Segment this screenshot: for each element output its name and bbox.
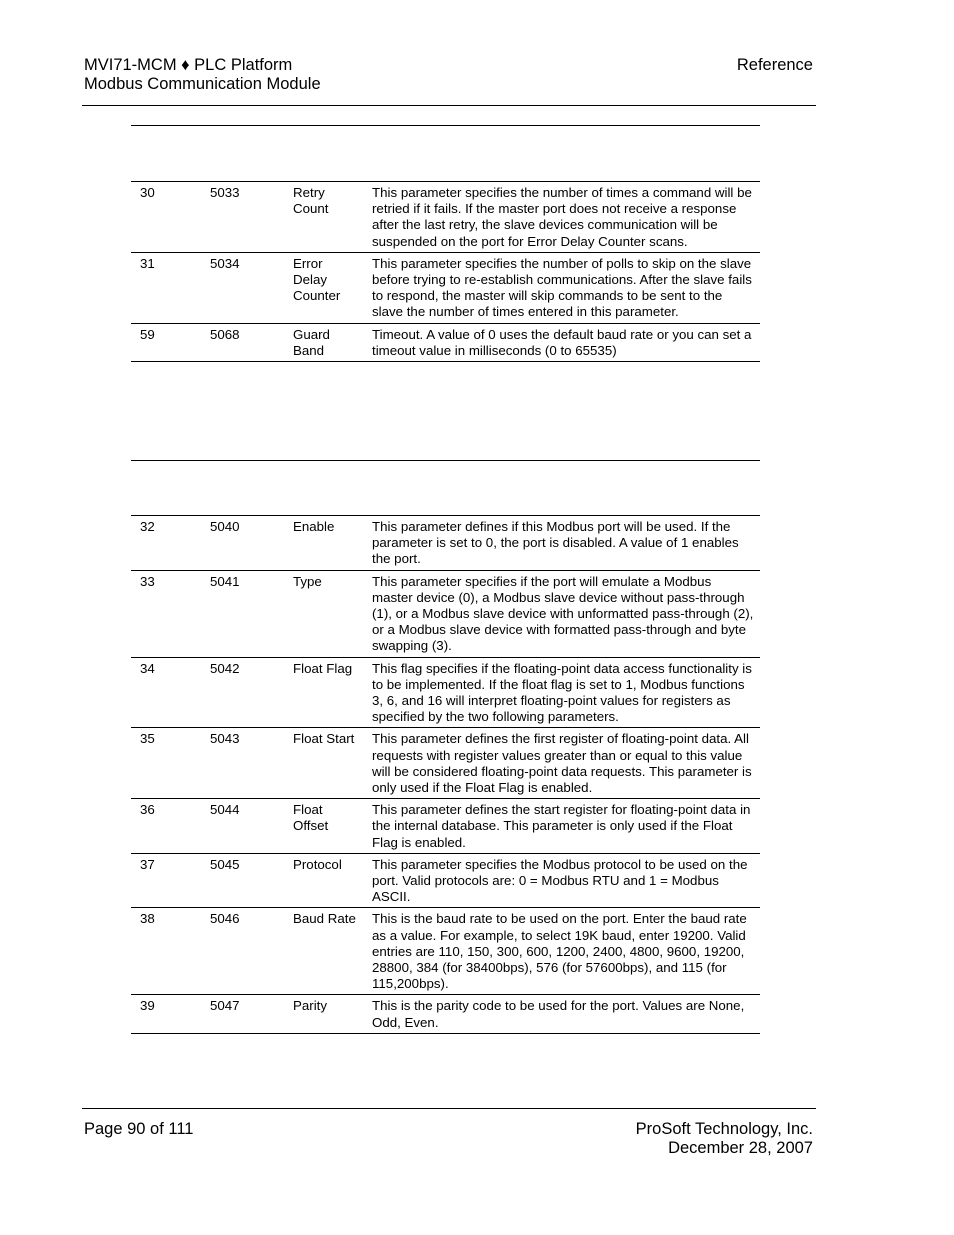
product-title: MVI71-MCM ♦ PLC Platform (84, 56, 293, 74)
offset-cell: 30 (131, 182, 201, 253)
description-cell: This parameter defines the first register of floating-point data. All requests with register values greater than or equal to this value will be considered floating-point data requests. This parameter is only used if the Float Flag is enabled. (370, 728, 760, 799)
parameter-name: Retry Count (293, 185, 329, 217)
parameter-name-cell: Float Flag (284, 657, 370, 728)
parameter-name-cell: Parity (284, 995, 370, 1033)
description-cell: This parameter specifies the number of polls to skip on the slave before trying to re-establish communications. After the slave fails to respond, the master will skip commands to be sent to the slave the number of times entered in this parameter. (370, 252, 760, 323)
section-name: Reference (736, 56, 813, 74)
offset-cell: 34 (131, 657, 201, 728)
offset-cell: 37 (131, 853, 201, 908)
parameter-table-1 (131, 181, 760, 362)
offset-cell: 59 (131, 323, 201, 361)
parameter-name-cell: Type (284, 570, 370, 657)
parameter-name: Guard Band (293, 326, 330, 358)
parameter-name: Error Delay Counter (293, 255, 341, 304)
register-cell: 5068 (201, 323, 284, 361)
register-cell: 5034 (201, 252, 284, 323)
register-cell: 5044 (201, 799, 284, 854)
table-row (131, 728, 760, 799)
parameter-name-cell: Enable (284, 516, 370, 571)
parameter-name: Float Offset (293, 802, 329, 834)
footer-divider (82, 1108, 816, 1109)
description-cell: This parameter specifies if the port will emulate a Modbus master device (0), a Modbus slave device without pass-through (1), or a Modbus slave device with unformatted pass-through (2), or a Modbus slave device with formatted pass-through and byte swapping (3). (370, 570, 760, 657)
parameter-name-cell: Protocol (284, 853, 370, 908)
table-row (131, 182, 760, 253)
offset-cell: 39 (131, 995, 201, 1033)
register-cell: 5047 (201, 995, 284, 1033)
parameter-name-cell (284, 252, 370, 323)
module-subtitle: Modbus Communication Module (84, 75, 321, 93)
offset-cell: 31 (131, 252, 201, 323)
header-divider (82, 105, 816, 106)
table-row (131, 657, 760, 728)
register-cell: 5041 (201, 570, 284, 657)
description-cell: This parameter defines if this Modbus port will be used. If the parameter is set to 0, the port is disabled. A value of 1 enables the port. (370, 516, 760, 571)
description-cell: This parameter specifies the number of times a command will be retried if it fails. If the master port does not receive a response after the last retry, the slave devices communication will be suspended on the port for Error Delay Counter scans. (370, 182, 760, 253)
offset-cell: 33 (131, 570, 201, 657)
table-row (131, 853, 760, 908)
footer-publisher (636, 1120, 813, 1158)
table-row (131, 908, 760, 995)
document-header-title (84, 56, 321, 94)
register-cell: 5045 (201, 853, 284, 908)
parameter-name-cell: Float Start (284, 728, 370, 799)
parameter-name-cell (284, 182, 370, 253)
description-cell: This flag specifies if the floating-point data access functionality is to be implemented. If the float flag is set to 1, Modbus functions 3, 6, and 16 will interpret floating-point values for registers as specified by the two following parameters. (370, 657, 760, 728)
publication-date: December 28, 2007 (668, 1139, 813, 1157)
section-divider-1 (131, 125, 760, 126)
register-cell: 5040 (201, 516, 284, 571)
register-cell: 5042 (201, 657, 284, 728)
parameter-table-2 (131, 515, 760, 1034)
register-cell: 5033 (201, 182, 284, 253)
offset-cell: 35 (131, 728, 201, 799)
parameter-name-cell (284, 323, 370, 361)
page-number: Page 90 of 111 (84, 1120, 194, 1138)
description-cell: Timeout. A value of 0 uses the default baud rate or you can set a timeout value in milliseconds (0 to 65535) (370, 323, 760, 361)
table-row (131, 323, 760, 361)
description-cell: This parameter defines the start register for floating-point data in the internal database. This parameter is only used if the Float Flag is enabled. (370, 799, 760, 854)
table-row (131, 252, 760, 323)
description-cell: This parameter specifies the Modbus protocol to be used on the port. Valid protocols are: 0 = Modbus RTU and 1 = Modbus ASCII. (370, 853, 760, 908)
section-divider-2 (131, 460, 760, 461)
table-row (131, 799, 760, 854)
company-name: ProSoft Technology, Inc. (635, 1120, 813, 1138)
table-row (131, 995, 760, 1033)
description-cell: This is the parity code to be used for the port. Values are None, Odd, Even. (370, 995, 760, 1033)
register-cell: 5043 (201, 728, 284, 799)
offset-cell: 38 (131, 908, 201, 995)
table-row (131, 570, 760, 657)
offset-cell: 36 (131, 799, 201, 854)
table-row (131, 516, 760, 571)
parameter-name-cell: Baud Rate (284, 908, 370, 995)
description-cell: This is the baud rate to be used on the port. Enter the baud rate as a value. For example, to select 19K baud, enter 19200. Valid entries are 110, 150, 300, 600, 1200, 2400, 4800, 9600, 19200, 28800, 384 (for 38400bps), 576 (for 57600bps), and 115 (for 115,200bps). (370, 908, 760, 995)
offset-cell: 32 (131, 516, 201, 571)
register-cell: 5046 (201, 908, 284, 995)
parameter-name-cell (284, 799, 370, 854)
